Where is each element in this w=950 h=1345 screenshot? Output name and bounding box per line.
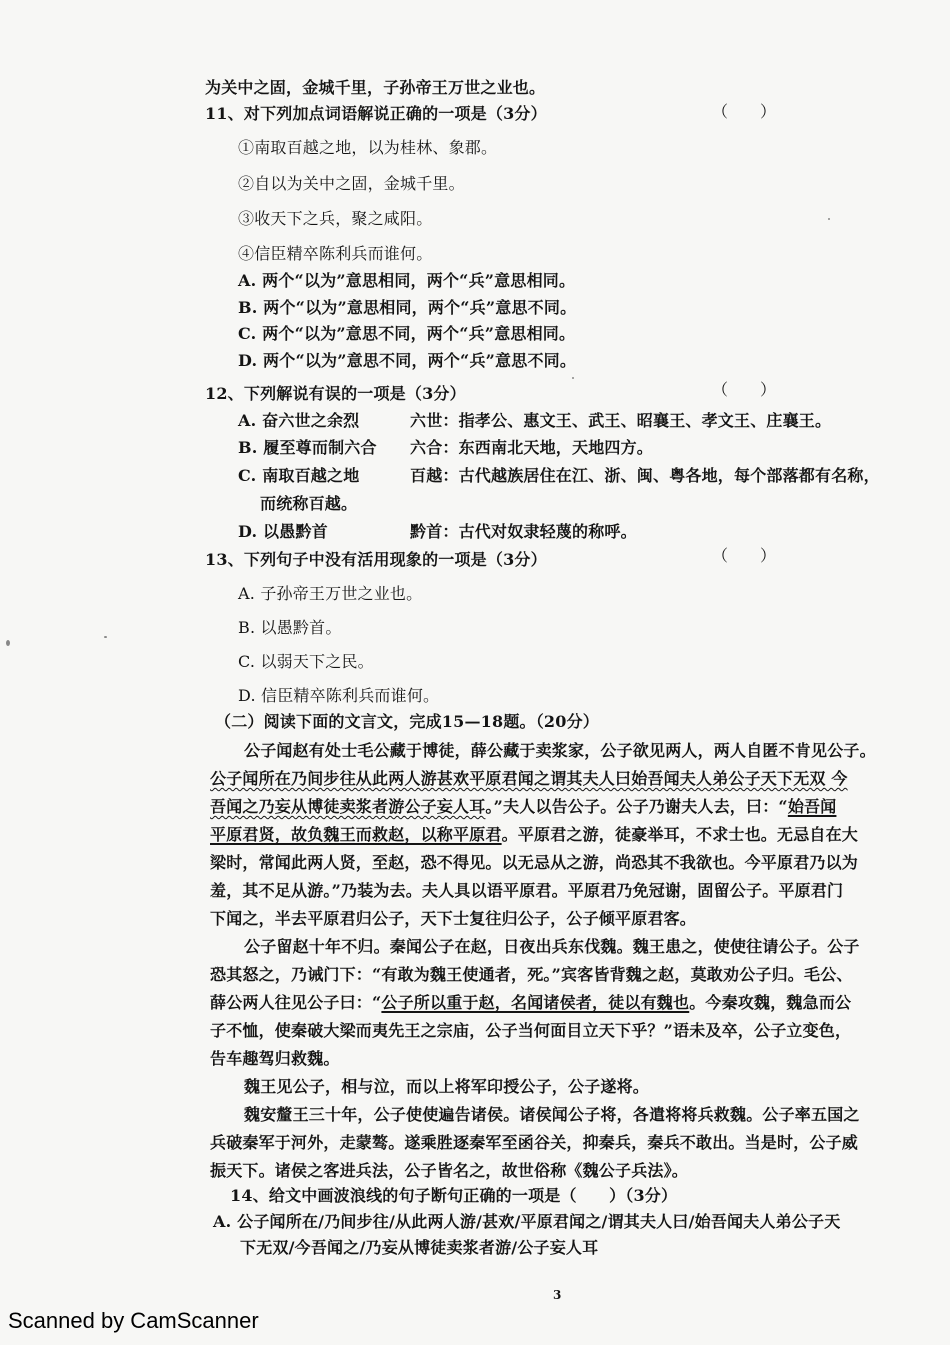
p2-line-5: 告车趣驾归救魏。 (210, 1049, 340, 1068)
q14-option-a-line-1: A. 公子闻所在/乃间步往/从此两人游/甚欢/平原君闻之/谓其夫人曰/始吾闻夫人弟公子天 (213, 1212, 841, 1231)
q13-stem: 13、下列句子中没有活用现象的一项是（3分） (205, 550, 547, 569)
q13-option-c: C. 以弱天下之民。 (238, 652, 374, 671)
q12-a-term: A. 奋六世之余烈 (238, 411, 360, 430)
q12-c-continuation: 而统称百越。 (260, 494, 358, 513)
scan-speck (572, 377, 574, 379)
p4-line-2: 兵破秦军于河外，走蒙骜。遂乘胜逐秦军至函谷关，抑秦兵，秦兵不敢出。当是时，公子威 (210, 1133, 859, 1152)
q12-d-term: D. 以愚黔首 (238, 522, 328, 541)
section2-heading: （二）阅读下面的文言文，完成15—18题。（20分） (215, 712, 599, 731)
q12-c-explain: 百越：古代越族居住在江、浙、闽、粤各地，每个部落都有名称， (410, 466, 880, 485)
p1-line-3-text: 。”夫人以告公子。公子乃谢夫人去，曰：“ (485, 797, 788, 816)
p1-line-1: 公子闻赵有处士毛公藏于博徒，薛公藏于卖浆家，公子欲见两人，两人自匿不肯见公子。 (244, 741, 876, 760)
p1-line-4-text: 。平原君之游，徒豪举耳，不求士也。无忌自在大 (501, 825, 859, 844)
p2-line-3 (210, 993, 851, 1013)
q12-a-explain: 六世：指孝公、惠文王、武王、昭襄王、孝文王、庄襄王。 (410, 411, 832, 430)
q13-option-b: B. 以愚黔首。 (238, 618, 342, 637)
underlined-sentence-2: 公子所以重于赵，名闻诸侯者，徒以有魏也 (381, 993, 690, 1012)
q11-option-d: D. 两个“以为”意思不同，两个“兵”意思不同。 (238, 351, 577, 370)
q11-option-b: B. 两个“以为”意思相同，两个“兵”意思不同。 (238, 298, 577, 317)
scan-speck (828, 218, 830, 220)
p2-line-3-tail: 。今秦攻魏，魏急而公 (689, 993, 852, 1012)
p2-line-3-text: 薛公两人往见公子曰：“ (210, 993, 382, 1012)
q11-option-a: A. 两个“以为”意思相同，两个“兵”意思相同。 (238, 271, 576, 290)
p1-line-3 (210, 797, 836, 817)
p1-line-7: 下闻之，半去平原君归公子，天下士复往归公子，公子倾平原君客。 (210, 909, 697, 928)
wavy-sentence-part-1: 公子闻所在乃间步往从此两人游甚欢平原君闻之谓其夫人曰始吾闻夫人弟公子天下无双 今 (210, 769, 848, 788)
q12-b-explain: 六合：东西南北天地，天地四方。 (410, 438, 654, 457)
q14-option-a-line-2: 下无双/今吾闻之/乃妄从博徒卖浆者游/公子妄人耳 (240, 1238, 599, 1257)
q12-option-b (238, 438, 653, 458)
p2-line-1: 公子留赵十年不归。秦闻公子在赵，日夜出兵东伐魏。魏王患之，使使往请公子。公子 (244, 937, 860, 956)
scan-speck (6, 640, 10, 646)
q13-option-a: A. 子孙帝王万世之业也。 (238, 584, 423, 603)
q11-item-1: ①南取百越之地，以为桂林、象郡。 (238, 138, 498, 157)
q12-option-a (238, 411, 831, 431)
q12-option-d (238, 522, 637, 542)
q11-answer-paren: （ ） (712, 102, 777, 121)
p2-line-4: 子不恤，使秦破大梁而夷先王之宗庙，公子当何面目立天下乎？”语未及卒，公子立变色， (210, 1021, 852, 1040)
p1-line-2 (210, 769, 848, 789)
q11-item-2: ②自以为关中之固，金城千里。 (238, 174, 465, 193)
q13-option-d: D. 信臣精卒陈利兵而谁何。 (238, 686, 440, 705)
p3-line-1: 魏王见公子，相与泣，而以上将军印授公子，公子遂将。 (244, 1077, 650, 1096)
q11-item-3: ③收天下之兵，聚之咸阳。 (238, 209, 433, 228)
page-number: 3 (553, 1288, 562, 1302)
q11-option-c: C. 两个“以为”意思不同，两个“兵”意思相同。 (238, 324, 576, 343)
q12-d-explain: 黔首：古代对奴隶轻蔑的称呼。 (410, 522, 637, 541)
q12-answer-paren: （ ） (712, 380, 777, 399)
q12-b-term: B. 履至尊而制六合 (238, 438, 377, 457)
top-line: 为关中之固，金城千里，子孙帝王万世之业也。 (205, 78, 546, 97)
q11-item-4: ④信臣精卒陈利兵而谁何。 (238, 244, 433, 263)
q12-stem: 12、下列解说有误的一项是（3分） (205, 384, 466, 403)
q11-stem: 11、对下列加点词语解说正确的一项是（3分） (205, 104, 547, 123)
p1-line-5: 梁时，常闻此两人贤，至赵，恐不得见。以无忌从之游，尚恐其不我欲也。今平原君乃以为 (210, 853, 859, 872)
wavy-sentence-part-2: 吾闻之乃妄从博徒卖浆者游公子妄人耳 (210, 797, 486, 816)
q13-answer-paren: （ ） (712, 546, 777, 565)
underlined-sentence-1a: 始吾闻 (787, 797, 837, 816)
p1-line-6: 羞，其不足从游。”乃装为去。夫人具以语平原君。平原君乃免冠谢，固留公子。平原君门 (210, 881, 844, 900)
q14-stem: 14、给文中画波浪线的句子断句正确的一项是（ ）（3分） (230, 1186, 678, 1205)
underlined-sentence-1b: 平原君贤，故负魏王而救赵，以称平原君 (210, 825, 502, 844)
p1-line-4 (210, 825, 858, 845)
p2-line-2: 恐其怒之，乃诫门下：“有敢为魏王使通者，死。”宾客皆背魏之赵，莫敢劝公子归。毛公、 (210, 965, 853, 984)
scan-speck (104, 636, 107, 638)
scanner-watermark: Scanned by CamScanner (8, 1308, 259, 1333)
p4-line-1: 魏安釐王三十年，公子使使遍告诸侯。诸侯闻公子将，各遣将将兵救魏。公子率五国之 (244, 1105, 860, 1124)
p4-line-3: 振天下。诸侯之客进兵法，公子皆名之，故世俗称《魏公子兵法》。 (210, 1161, 689, 1180)
q12-c-term: C. 南取百越之地 (238, 466, 360, 485)
q12-option-c (238, 466, 880, 486)
